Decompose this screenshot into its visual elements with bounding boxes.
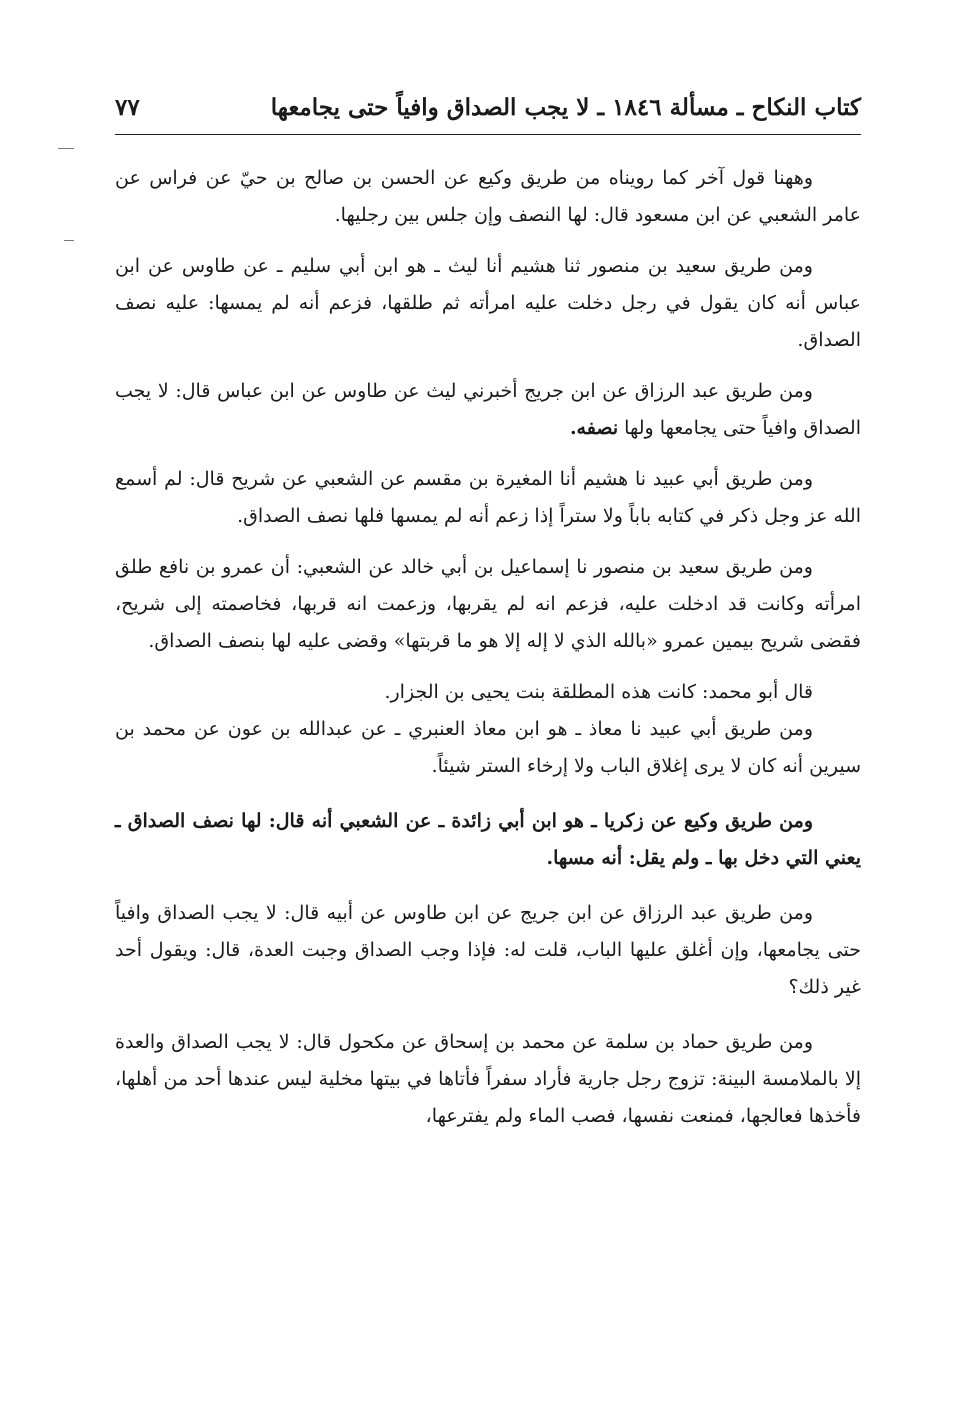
paragraph: ومن طريق أبي عبيد نا هشيم أنا المغيرة بن مقسم عن الشعبي عن شريح قال: لم أسمع الله عز وجل ذكر في كتابه باباً ولا ستراً إذا زعم أنه لم يمسها فلها نصف الصداق.	[115, 468, 861, 527]
paragraph: ومن طريق حماد بن سلمة عن محمد بن إسحاق عن مكحول قال: لا يجب الصداق والعدة إلا بالملامسة البينة: تزوج رجل جارية فأراد سفراً فأتاها في بيتها مخلية ليس عندها أحد من أهلها، فأخذها فعالجها، فمنعت نفسها، فصب الماء ولم يفترعها،	[115, 1031, 861, 1127]
paragraph: وههنا قول آخر كما رويناه من طريق وكيع عن الحسن بن صالح بن حيّ عن فراس عن عامر الشعبي عن ابن مسعود قال: لها النصف وإن جلس بين رجليها.	[115, 167, 861, 226]
paragraph-text: ومن طريق عبد الرزاق عن ابن جريج أخبرني ليث عن طاوس عن ابن عباس قال: لا يجب الصداق وافياً حتى يجامعها ولها	[115, 380, 861, 439]
margin-mark	[58, 148, 74, 149]
page-body	[115, 160, 861, 1149]
paragraph: ومن طريق أبي عبيد نا معاذ ـ هو ابن معاذ العنبري ـ عن عبدالله بن عون عن محمد بن سيرين أنه كان لا يرى إغلاق الباب ولا إرخاء الستر شيئاً.	[115, 718, 861, 777]
running-title: كتاب النكاح ـ مسألة ١٨٤٦ ـ لا يجب الصداق وافياً حتى يجامعها	[270, 94, 861, 121]
paragraph: ومن طريق سعيد بن منصور نا إسماعيل بن أبي خالد عن الشعبي: أن عمرو بن نافع طلق امرأته وكانت قد ادخلت عليه، فزعم انه لم يقربها، وزعمت انه قربها، فخاصمته إلى شريح، فقضى شريح بيمين عمرو «بالله الذي لا إله إلا هو ما قربتها» وقضى عليه لها بنصف الصداق.	[115, 556, 861, 652]
emphasized-text: نصفه.	[569, 417, 619, 439]
margin-mark	[64, 240, 74, 241]
page-number: ٧٧	[115, 94, 140, 121]
paragraph	[115, 373, 861, 447]
paragraph: ومن طريق عبد الرزاق عن ابن جريج عن ابن طاوس عن أبيه قال: لا يجب الصداق وافياً حتى يجامعها، وإن أغلق عليها الباب، قلت له: فإذا وجب الصداق وجبت العدة، قال: ويقول أحد غير ذلك؟	[115, 902, 861, 998]
page-header	[115, 88, 861, 135]
bold-paragraph: ومن طريق وكيع عن زكريا ـ هو ابن أبي زائدة ـ عن الشعبي أنه قال: لها نصف الصداق ـ يعني التي دخل بها ـ ولم يقل: أنه مسها.	[115, 810, 861, 869]
paragraph: ومن طريق سعيد بن منصور ثنا هشيم أنا ليث ـ هو ابن أبي سليم ـ عن طاوس عن ابن عباس أنه كان يقول في رجل دخلت عليه امرأته ثم طلقها، فزعم أنه لم يمسها: عليه نصف الصداق.	[115, 255, 861, 351]
paragraph: قال أبو محمد: كانت هذه المطلقة بنت يحيى بن الجزار.	[384, 681, 813, 703]
